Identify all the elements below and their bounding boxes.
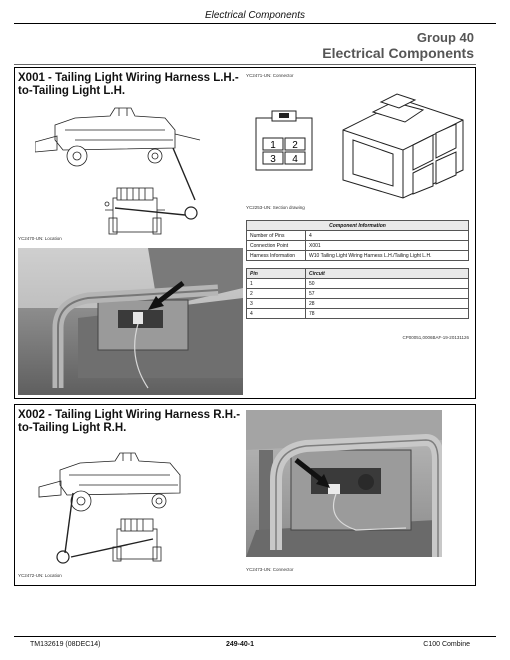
x001-location-photo (18, 248, 243, 395)
x001-heading: X001 - Tailing Light Wiring Harness L.H.- to-Tailing Light L.H. (18, 72, 239, 97)
table-row: Connection Point X001 (247, 241, 469, 251)
pin-label-4: 4 (292, 154, 298, 165)
x001-caption-connector: YC2471-UN: Connector (246, 73, 294, 78)
x002-caption-connector: YC2473-UN: Connector (246, 567, 294, 572)
x002-location-drawing (35, 445, 215, 565)
circuit-column-header: Circuit (306, 269, 469, 279)
table-row: 1 50 (247, 279, 469, 289)
section-title: Electrical Components (322, 45, 474, 61)
x001-panel (14, 67, 476, 399)
table-row: 3 28 (247, 299, 469, 309)
footer-manual-id: TM132619 (08DEC14) (30, 641, 101, 648)
x001-connector-face (251, 88, 317, 178)
pin-label-1: 1 (270, 140, 276, 151)
pin-label-3: 3 (270, 154, 276, 165)
section-rule (14, 64, 476, 65)
x002-location-photo (246, 410, 442, 557)
table-row: 2 57 (247, 289, 469, 299)
x001-location-drawing (35, 100, 215, 235)
x002-heading: X002 - Tailing Light Wiring Harness R.H.- to-Tailing Light R.H. (18, 409, 241, 434)
pin-column-header: Pin (247, 269, 306, 279)
running-header-title: Electrical Components (204, 10, 306, 21)
reference-code: CP00051,0006BAF-19-20131126 (402, 335, 469, 340)
x002-caption-location: YC2472-UN: Location (18, 573, 62, 578)
x002-panel (14, 404, 476, 586)
x001-caption-location: YC2470-UN: Location (18, 236, 62, 241)
x001-caption-section: YC2253-UN: Section drawing (246, 205, 305, 210)
pin-label-2: 2 (292, 140, 298, 151)
footer-rule (14, 636, 496, 637)
table-row: 4 78 (247, 309, 469, 319)
component-info-title: Component Information (247, 221, 469, 231)
table-row: Number of Pins 4 (247, 231, 469, 241)
x001-connector-section-drawing (333, 90, 469, 200)
pin-circuit-table (246, 268, 469, 319)
group-label: Group 40 (416, 30, 474, 45)
component-info-table (246, 220, 469, 261)
header-rule (14, 23, 496, 24)
table-row: Harness Information W10 Tailing Light Wiring Harness L.H./Tailing Light L.H. (247, 251, 469, 261)
footer-model: C100 Combine (423, 641, 470, 648)
footer-page-number: 249-40-1 (226, 641, 255, 648)
